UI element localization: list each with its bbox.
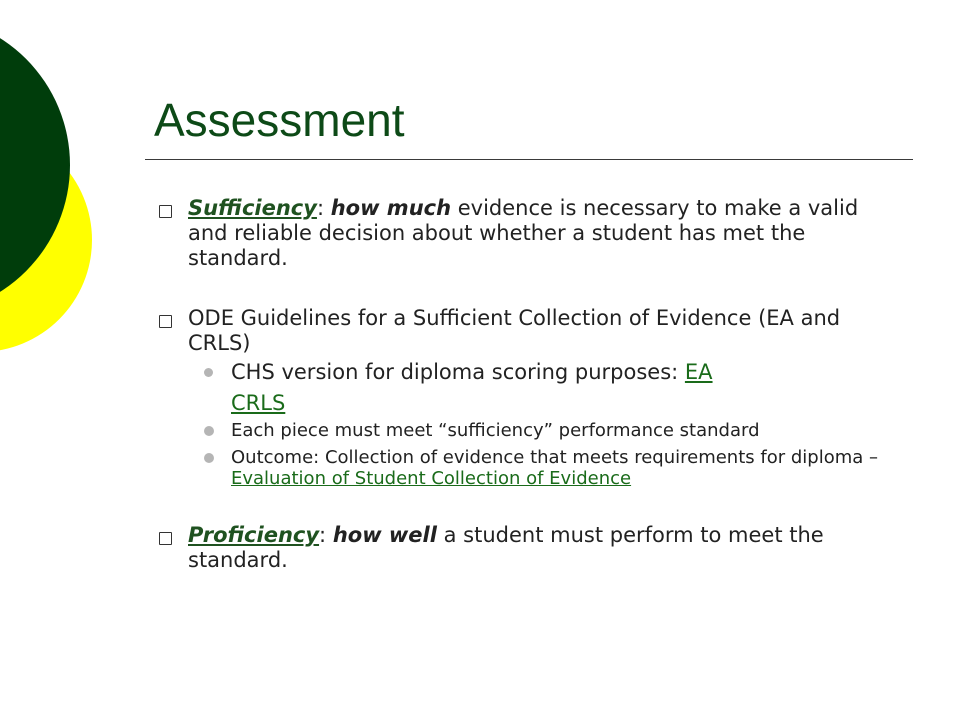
slide-title: Assessment	[154, 94, 405, 146]
emphasis-how-well: how well	[332, 523, 437, 547]
term-proficiency: Proficiency	[188, 523, 320, 547]
subbullet-chs-version	[231, 357, 901, 419]
subbullet-dot-icon	[204, 368, 213, 377]
subbullet-dot-icon	[204, 426, 214, 436]
term-sufficiency: Sufficiency	[188, 196, 317, 220]
bullet-marker-icon	[159, 315, 172, 328]
link-crls[interactable]: CRLS	[231, 391, 286, 415]
bullet-ode-guidelines	[188, 306, 893, 356]
bullet-proficiency: Proficiency: how well a student must perform to meet the standard.	[188, 523, 893, 573]
outcome-text: Outcome: Collection of evidence that meets requirements for diploma –	[231, 447, 878, 468]
subbullet-dot-icon	[204, 453, 214, 463]
bullet-marker-icon	[159, 205, 172, 218]
link-evaluation-of-student-collection[interactable]: Evaluation of Student Collection of Evidence	[231, 468, 632, 489]
chs-version-text: CHS version for diploma scoring purposes:	[231, 360, 685, 384]
link-ea[interactable]: EA	[684, 360, 713, 384]
proficiency-definition: a student must perform to meet the standard.	[188, 523, 824, 572]
subbullet-each-piece	[231, 420, 901, 441]
ode-guidelines-text: ODE Guidelines for a Sufficient Collection of Evidence (EA and CRLS)	[188, 306, 841, 355]
subbullet-outcome	[231, 447, 901, 489]
emphasis-how-much: how much	[330, 196, 452, 220]
bullet-marker-icon	[159, 532, 172, 545]
bullet-sufficiency: Sufficiency: how much evidence is necessary to make a valid and reliable decision about whether a student has met the standard.	[188, 196, 893, 271]
sufficiency-definition: evidence is necessary to make a valid and reliable decision about whether a student has met the standard.	[188, 196, 859, 270]
each-piece-text: Each piece must meet “sufficiency” performance standard	[231, 420, 760, 441]
